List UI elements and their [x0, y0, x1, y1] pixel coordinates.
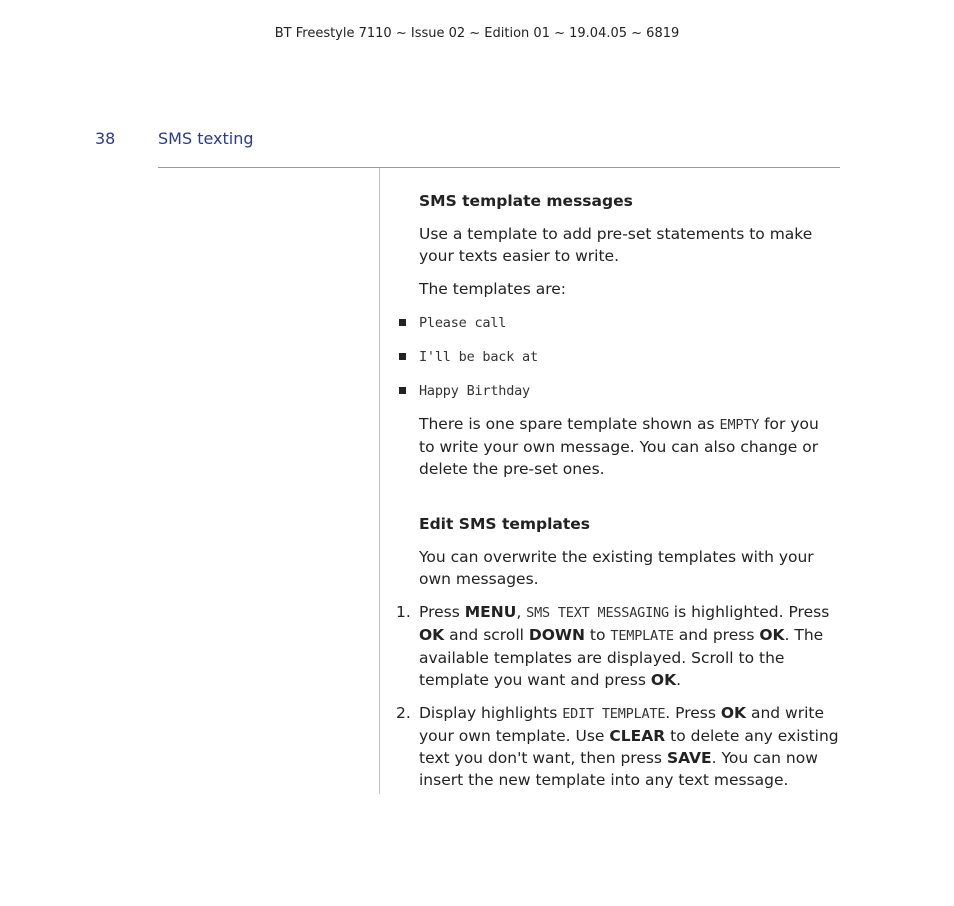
bullet-square-icon [399, 387, 406, 394]
key-label: OK [759, 626, 785, 644]
text-run: and write your own template. Use [419, 704, 825, 745]
display-text: EDIT TEMPLATE [562, 706, 666, 722]
document-info: BT Freestyle 7110 ~ Issue 02 ~ Edition 01 ~ 19.04.05 ~ 6819 [274, 26, 680, 41]
text-run: for you to write your own message. You can also change or delete the pre-set ones. [419, 415, 819, 478]
template-name: I'll be back at [419, 349, 538, 365]
key-label: OK [419, 626, 445, 644]
key-label: DOWN [528, 626, 585, 644]
list-item [419, 311, 839, 334]
main-content [396, 190, 839, 802]
templates-list-intro: The templates are: [419, 280, 567, 298]
text-run: . [676, 671, 682, 689]
edit-heading: Edit SMS templates [419, 515, 591, 533]
templates-list [419, 311, 839, 402]
step-number: 2. [396, 704, 411, 722]
spare-template-paragraph [419, 413, 839, 480]
page-number: 38 [95, 129, 116, 148]
display-text: SMS TEXT MESSAGING [526, 605, 669, 621]
bullet-square-icon [399, 353, 406, 360]
text-run: Display highlights [419, 704, 563, 722]
section-spacer [419, 491, 839, 513]
key-label: MENU [464, 603, 517, 621]
text-run: , [516, 603, 527, 621]
template-name: Please call [419, 315, 507, 331]
step-number: 1. [396, 603, 411, 621]
edit-intro: You can overwrite the existing templates with your own messages. [419, 548, 814, 588]
text-run: Press [419, 603, 465, 621]
bullet-square-icon [399, 319, 406, 326]
templates-heading: SMS template messages [419, 192, 633, 210]
text-run: and press [673, 626, 760, 644]
text-run: to [584, 626, 611, 644]
text-run: . The available templates are displayed. Scroll to the template you want and press [419, 626, 824, 689]
header-divider [158, 167, 840, 168]
key-label: SAVE [666, 749, 712, 767]
key-label: CLEAR [609, 727, 666, 745]
step-item [396, 601, 839, 691]
text-run: and scroll [444, 626, 529, 644]
steps-list [396, 601, 839, 791]
key-label: OK [720, 704, 747, 722]
display-text: EMPTY [719, 417, 760, 433]
text-run: . Press [665, 704, 721, 722]
text-run: There is one spare template shown as [419, 415, 720, 433]
list-item [419, 379, 839, 402]
step-item [396, 702, 839, 791]
section-title: SMS texting [158, 129, 254, 148]
template-name: Happy Birthday [419, 383, 530, 399]
column-divider [379, 168, 380, 794]
text-run: to delete any existing text you don't want, then press [419, 727, 839, 767]
key-label: OK [650, 671, 677, 689]
display-text: TEMPLATE [610, 628, 674, 644]
text-run: is highlighted. Press [668, 603, 830, 621]
list-item [419, 345, 839, 368]
text-run: . You can now insert the new template into any text message. [419, 749, 818, 789]
templates-intro: Use a template to add pre-set statements to make your texts easier to write. [419, 225, 813, 265]
